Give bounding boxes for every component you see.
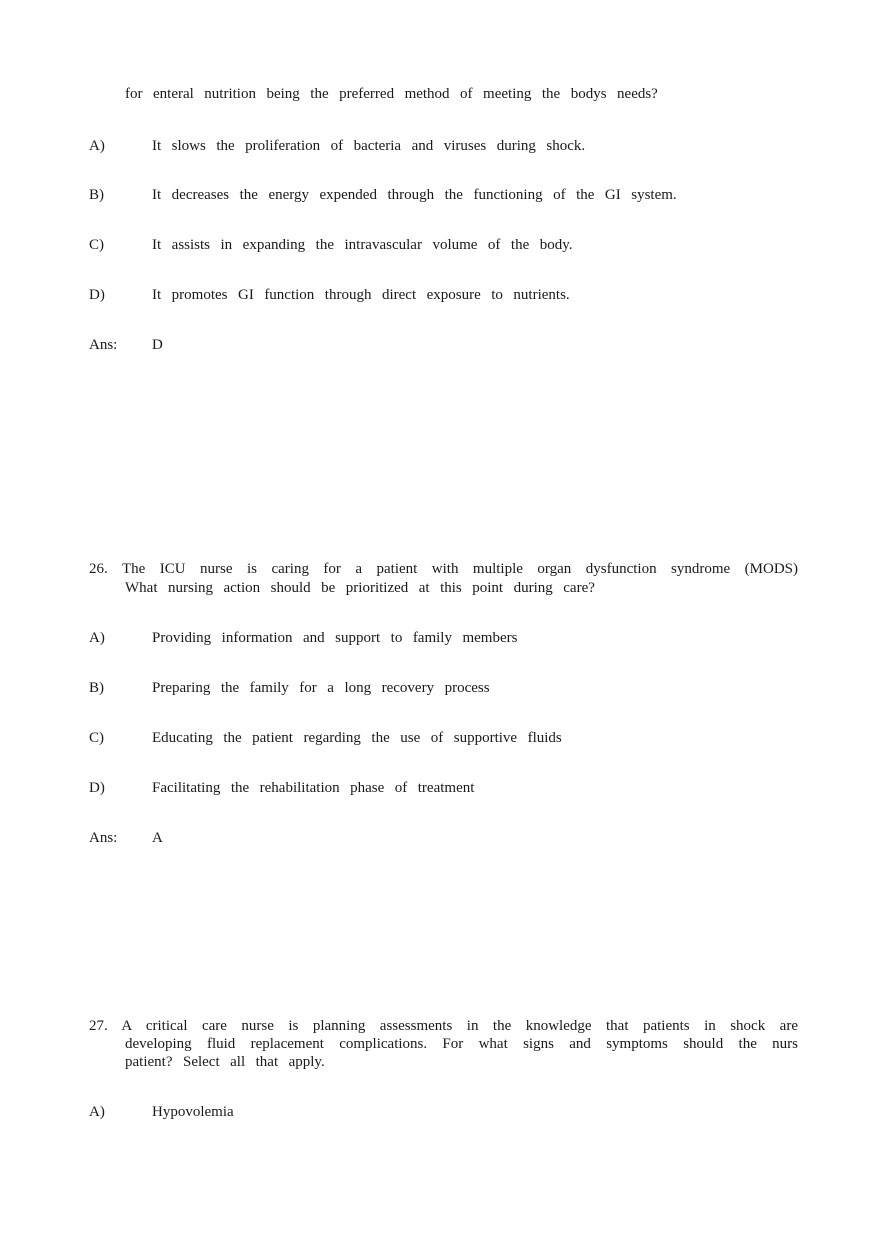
q25-option-a-label: A) <box>89 138 105 154</box>
q25-answer-value: D <box>152 337 163 353</box>
q25-option-d-label: D) <box>89 287 105 303</box>
q26-option-b-label: B) <box>89 680 104 696</box>
q27-option-a-label: A) <box>89 1104 105 1120</box>
q26-answer-value: A <box>152 830 163 846</box>
q27-stem-line-3: patient? Select all that apply. <box>125 1054 325 1070</box>
q26-stem-line-2: What nursing action should be prioritized at this point during care? <box>125 580 595 596</box>
q25-option-a-text: It slows the proliferation of bacteria and viruses during shock. <box>152 138 586 154</box>
q26-answer-label: Ans: <box>89 830 118 846</box>
q26-stem-line-1: 26. The ICU nurse is caring for a patient with multiple organ dysfunction syndrome (MODS) <box>89 561 798 577</box>
q27-stem-line-2: developing fluid replacement complications. For what signs and symptoms should the nurs <box>125 1036 798 1052</box>
q26-option-d-label: D) <box>89 780 105 796</box>
q27-option-a-text: Hypovolemia <box>152 1104 234 1120</box>
q26-option-c-text: Educating the patient regarding the use of supportive fluids <box>152 730 562 746</box>
q25-option-c-text: It assists in expanding the intravascular volume of the body. <box>152 237 573 253</box>
q25-option-d-text: It promotes GI function through direct exposure to nutrients. <box>152 287 570 303</box>
q26-option-b-text: Preparing the family for a long recovery process <box>152 680 490 696</box>
q25-stem-tail: for enteral nutrition being the preferred method of meeting the bodys needs? <box>125 86 658 102</box>
q25-option-b-label: B) <box>89 187 104 203</box>
q26-option-a-label: A) <box>89 630 105 646</box>
q25-option-b-text: It decreases the energy expended through the functioning of the GI system. <box>152 187 677 203</box>
q26-option-a-text: Providing information and support to family members <box>152 630 518 646</box>
q26-option-d-text: Facilitating the rehabilitation phase of treatment <box>152 780 475 796</box>
q25-answer-label: Ans: <box>89 337 118 353</box>
q25-option-c-label: C) <box>89 237 104 253</box>
q26-option-c-label: C) <box>89 730 104 746</box>
q27-stem-line-1: 27. A critical care nurse is planning assessments in the knowledge that patients in shock are <box>89 1018 798 1034</box>
